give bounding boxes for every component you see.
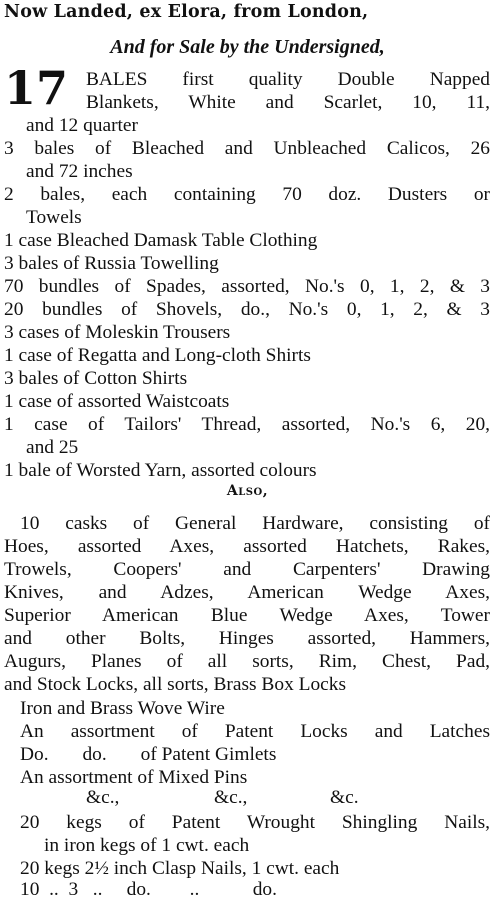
list-item: 1 case of Tailors' Thread, assorted, No.'s 6, 20, <box>4 414 490 435</box>
list-item: An assortment of Mixed Pins <box>20 767 248 788</box>
list-item: Do. do. of Patent Gimlets <box>20 744 277 765</box>
list-item: in iron kegs of 1 cwt. each <box>44 835 250 856</box>
list-item: Towels <box>26 207 82 228</box>
hardware-line: Augurs, Planes of all sorts, Rim, Chest, Pad, <box>4 651 490 672</box>
list-item: 2 bales, each containing 70 doz. Dusters or <box>4 184 490 205</box>
hardware-line: 10 casks of General Hardware, consisting of <box>20 513 490 534</box>
list-item: 10 .. 3 .. do. .. do. <box>20 879 277 900</box>
etc-mark: &c., <box>214 787 248 808</box>
hardware-line: Trowels, Coopers' and Carpenters' Drawing <box>4 559 490 580</box>
list-item: 1 case of Regatta and Long-cloth Shirts <box>4 345 311 366</box>
list-item: 1 case of assorted Waistcoats <box>4 391 230 412</box>
first-item-line: and 12 quarter <box>26 115 138 136</box>
list-item: 20 kegs of Patent Wrought Shingling Nails, <box>20 812 490 833</box>
list-item: 1 case Bleached Damask Table Clothing <box>4 230 318 251</box>
heading: Now Landed, ex Elora, from London, <box>4 2 369 22</box>
etc-mark: &c., <box>86 787 120 808</box>
list-item: 3 cases of Moleskin Trousers <box>4 322 231 343</box>
list-item: An assortment of Patent Locks and Latches <box>20 721 490 742</box>
first-item-line: BALES first quality Double Napped <box>86 69 490 90</box>
hardware-line: Knives, and Adzes, American Wedge Axes, <box>4 582 490 603</box>
list-item: 1 bale of Worsted Yarn, assorted colours <box>4 460 317 481</box>
list-item: Iron and Brass Wove Wire <box>20 698 225 719</box>
list-item: and 25 <box>26 437 79 458</box>
list-item: 3 bales of Cotton Shirts <box>4 368 188 389</box>
list-item: and 72 inches <box>26 161 133 182</box>
etc-mark: &c. <box>330 787 359 808</box>
hardware-line: Superior American Blue Wedge Axes, Tower <box>4 605 490 626</box>
hardware-line: and other Bolts, Hinges assorted, Hammers, <box>4 628 490 649</box>
lot-number: 17 <box>4 61 69 115</box>
list-item: 3 bales of Bleached and Unbleached Calicos, 26 <box>4 138 490 159</box>
hardware-line: Hoes, assorted Axes, assorted Hatchets, Rakes, <box>4 536 490 557</box>
subheading: And for Sale by the Undersigned, <box>110 36 385 58</box>
first-item-line: Blankets, White and Scarlet, 10, 11, <box>86 92 490 113</box>
also-heading: Also, <box>226 483 269 499</box>
list-item: 20 kegs 2½ inch Clasp Nails, 1 cwt. each <box>20 858 340 879</box>
list-item: 20 bundles of Shovels, do., No.'s 0, 1, 2, & 3 <box>4 299 490 320</box>
hardware-line: and Stock Locks, all sorts, Brass Box Locks <box>4 674 346 695</box>
list-item: 70 bundles of Spades, assorted, No.'s 0, 1, 2, & 3 <box>4 276 490 297</box>
list-item: 3 bales of Russia Towelling <box>4 253 219 274</box>
